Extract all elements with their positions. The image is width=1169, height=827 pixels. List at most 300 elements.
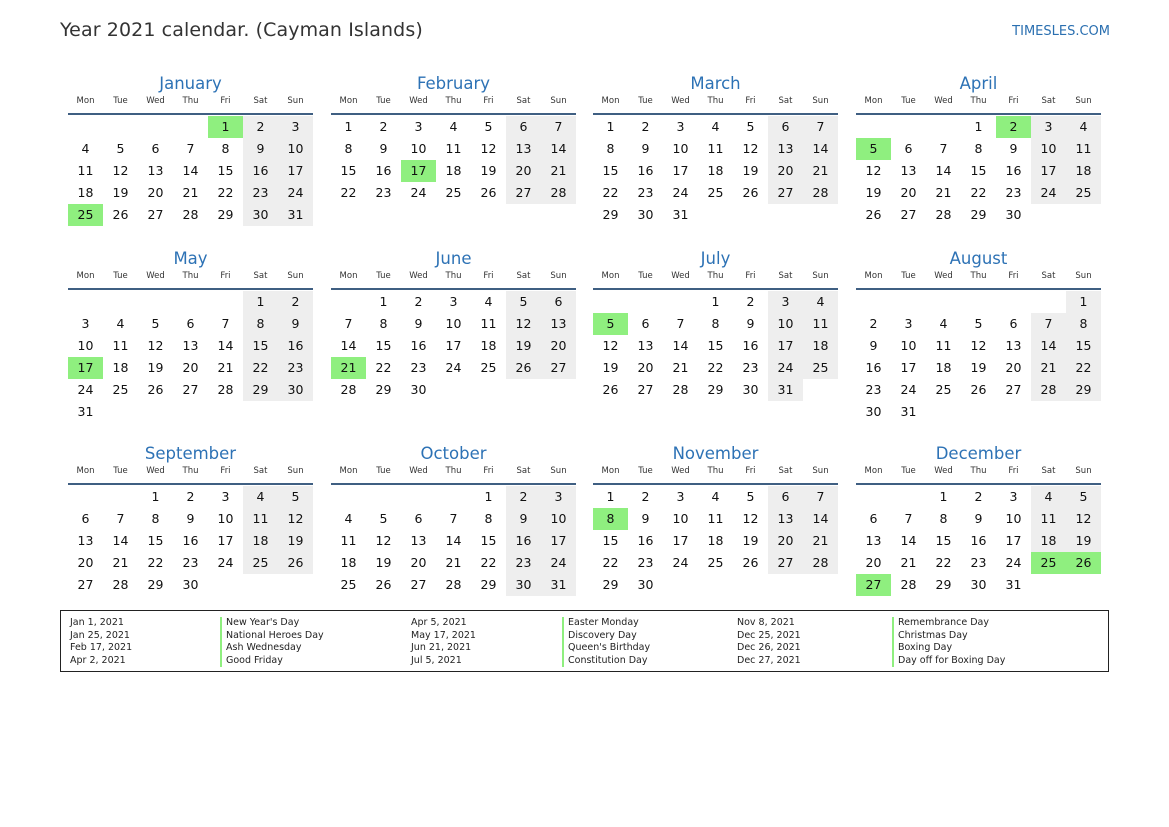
day-cell: 22 xyxy=(217,185,234,200)
weekday-label: Tue xyxy=(901,96,916,106)
week-row xyxy=(331,486,576,508)
day-cell: 28 xyxy=(935,207,952,222)
day-cell: 24 xyxy=(77,382,94,397)
day-cell: 25 xyxy=(803,357,838,379)
day-cell: 30 xyxy=(970,577,987,592)
empty-cell xyxy=(733,204,768,226)
empty-cell xyxy=(803,204,838,226)
empty-cell xyxy=(331,486,366,508)
day-cell: 17 xyxy=(768,335,803,357)
day-cell: 4 xyxy=(81,141,90,156)
day-cell: 3 xyxy=(278,116,313,138)
day-cell: 6 xyxy=(1009,316,1018,331)
day-cell: 18 xyxy=(480,338,497,353)
week-row xyxy=(856,508,1101,530)
day-cell: 18 xyxy=(935,360,952,375)
day-cell: 30 xyxy=(865,404,882,419)
month-november xyxy=(593,443,838,596)
day-cell: 29 xyxy=(375,382,392,397)
month-name: June xyxy=(435,249,472,268)
day-cell: 9 xyxy=(243,138,278,160)
holiday-name: New Year's Day xyxy=(226,617,300,628)
week-row xyxy=(68,160,313,182)
day-cell: 4 xyxy=(344,511,353,526)
day-cell: 27 xyxy=(410,577,427,592)
day-cell: 17 xyxy=(68,357,103,379)
day-cell: 14 xyxy=(935,163,952,178)
day-cell: 4 xyxy=(116,316,125,331)
day-cell: 5 xyxy=(593,313,628,335)
weekday-label: Fri xyxy=(220,271,231,281)
day-cell: 2 xyxy=(869,316,878,331)
day-cell: 5 xyxy=(484,119,493,134)
day-cell: 26 xyxy=(480,185,497,200)
header-rule xyxy=(593,483,838,485)
day-cell: 29 xyxy=(480,577,497,592)
day-cell: 8 xyxy=(1066,313,1101,335)
day-cell: 9 xyxy=(641,141,650,156)
day-cell: 21 xyxy=(803,160,838,182)
day-cell: 22 xyxy=(480,555,497,570)
month-name: July xyxy=(700,249,731,268)
empty-cell xyxy=(68,291,103,313)
day-cell: 20 xyxy=(768,530,803,552)
holiday-name: Ash Wednesday xyxy=(226,642,302,654)
weekday-label: Mon xyxy=(76,271,95,281)
day-cell: 15 xyxy=(480,533,497,548)
weekday-label: Thu xyxy=(182,466,199,476)
weekday-label: Fri xyxy=(745,466,756,476)
day-cell: 2 xyxy=(506,486,541,508)
weekday-label: Thu xyxy=(970,96,987,106)
day-cell: 22 xyxy=(147,555,164,570)
day-cell: 11 xyxy=(707,511,724,526)
day-cell: 19 xyxy=(278,530,313,552)
day-cell: 10 xyxy=(77,338,94,353)
day-cell: 19 xyxy=(112,185,129,200)
day-cell: 27 xyxy=(768,552,803,574)
empty-cell xyxy=(278,401,313,423)
weekday-label: Fri xyxy=(1008,96,1019,106)
day-cell: 22 xyxy=(602,185,619,200)
day-cell: 29 xyxy=(147,577,164,592)
day-cell: 8 xyxy=(974,141,983,156)
day-cell: 16 xyxy=(637,163,654,178)
day-cell: 19 xyxy=(1066,530,1101,552)
empty-cell xyxy=(891,116,926,138)
day-cell: 19 xyxy=(742,533,759,548)
day-cell: 18 xyxy=(445,163,462,178)
holiday-name: Good Friday xyxy=(226,654,283,666)
day-cell: 3 xyxy=(1031,116,1066,138)
empty-cell xyxy=(173,116,208,138)
holiday-date: Nov 8, 2021 xyxy=(737,617,795,628)
empty-cell xyxy=(856,486,891,508)
day-cell: 20 xyxy=(1005,360,1022,375)
day-cell: 11 xyxy=(243,508,278,530)
weekday-label: Mon xyxy=(339,271,358,281)
day-cell: 1 xyxy=(484,489,493,504)
day-cell: 28 xyxy=(672,382,689,397)
week-row xyxy=(593,486,838,508)
day-cell: 5 xyxy=(1066,486,1101,508)
day-cell: 6 xyxy=(768,486,803,508)
weekday-label: Sun xyxy=(287,466,304,476)
day-cell: 10 xyxy=(768,313,803,335)
day-cell: 23 xyxy=(182,555,199,570)
day-cell: 1 xyxy=(243,291,278,313)
week-row xyxy=(593,335,838,357)
day-cell: 10 xyxy=(541,508,576,530)
header-rule xyxy=(68,288,313,290)
empty-cell xyxy=(68,486,103,508)
week-row xyxy=(593,552,838,574)
week-row xyxy=(593,204,838,226)
day-cell: 8 xyxy=(939,511,948,526)
day-cell: 24 xyxy=(217,555,234,570)
empty-cell xyxy=(401,486,436,508)
week-row xyxy=(331,138,576,160)
week-row xyxy=(68,486,313,508)
day-cell: 22 xyxy=(243,357,278,379)
empty-cell xyxy=(436,379,471,401)
holiday-date: Dec 25, 2021 xyxy=(737,629,801,641)
week-row xyxy=(68,138,313,160)
day-cell: 19 xyxy=(480,163,497,178)
day-cell: 8 xyxy=(484,511,493,526)
day-cell: 10 xyxy=(672,141,689,156)
weekday-label: Sat xyxy=(778,466,793,476)
day-cell: 27 xyxy=(506,182,541,204)
empty-cell xyxy=(278,574,313,596)
day-cell: 26 xyxy=(506,357,541,379)
weekday-label: Tue xyxy=(901,271,916,281)
day-cell: 21 xyxy=(217,360,234,375)
holiday-name: Constitution Day xyxy=(568,654,648,666)
day-cell: 12 xyxy=(1066,508,1101,530)
weekday-label: Mon xyxy=(339,466,358,476)
empty-cell xyxy=(103,291,138,313)
day-cell: 24 xyxy=(278,182,313,204)
weekday-label: Sun xyxy=(550,271,567,281)
day-cell: 30 xyxy=(182,577,199,592)
week-row xyxy=(331,357,576,379)
day-cell: 26 xyxy=(147,382,164,397)
day-cell: 12 xyxy=(278,508,313,530)
day-cell: 10 xyxy=(217,511,234,526)
empty-cell xyxy=(961,401,996,423)
month-may xyxy=(68,248,313,423)
weekday-label: Tue xyxy=(376,96,391,106)
day-cell: 29 xyxy=(935,577,952,592)
weekday-label: Tue xyxy=(113,96,128,106)
empty-cell xyxy=(103,486,138,508)
day-cell: 16 xyxy=(410,338,427,353)
week-row xyxy=(856,486,1101,508)
holiday-name: Easter Monday xyxy=(568,617,639,628)
holiday-name: Discovery Day xyxy=(568,629,637,641)
holiday-name: Boxing Day xyxy=(898,642,953,654)
day-cell: 24 xyxy=(541,552,576,574)
day-cell: 16 xyxy=(278,335,313,357)
day-cell: 14 xyxy=(340,338,357,353)
month-august xyxy=(856,248,1101,423)
day-cell: 18 xyxy=(243,530,278,552)
day-cell: 23 xyxy=(1005,185,1022,200)
week-row xyxy=(68,335,313,357)
day-cell: 10 xyxy=(672,511,689,526)
day-cell: 23 xyxy=(410,360,427,375)
empty-cell xyxy=(768,204,803,226)
weekday-label: Wed xyxy=(934,466,953,476)
day-cell: 24 xyxy=(768,357,803,379)
holiday-date: Jan 1, 2021 xyxy=(70,617,124,628)
day-cell: 7 xyxy=(541,116,576,138)
day-cell: 15 xyxy=(217,163,234,178)
day-cell: 22 xyxy=(1066,357,1101,379)
empty-cell xyxy=(208,291,243,313)
day-cell: 6 xyxy=(81,511,90,526)
weekday-label: Tue xyxy=(638,96,653,106)
weekday-label: Wed xyxy=(934,96,953,106)
day-cell: 19 xyxy=(970,360,987,375)
day-cell: 24 xyxy=(410,185,427,200)
empty-cell xyxy=(1031,291,1066,313)
day-cell: 20 xyxy=(900,185,917,200)
empty-cell xyxy=(1066,401,1101,423)
day-cell: 27 xyxy=(900,207,917,222)
weekday-label: Thu xyxy=(445,96,462,106)
weekday-label: Fri xyxy=(745,271,756,281)
weekday-label: Sat xyxy=(778,96,793,106)
week-row xyxy=(593,357,838,379)
day-cell: 8 xyxy=(344,141,353,156)
weekday-label: Fri xyxy=(1008,271,1019,281)
day-cell: 5 xyxy=(278,486,313,508)
empty-cell xyxy=(926,401,961,423)
week-row xyxy=(856,335,1101,357)
day-cell: 9 xyxy=(1009,141,1018,156)
day-cell: 17 xyxy=(672,163,689,178)
day-cell: 9 xyxy=(506,508,541,530)
week-row xyxy=(331,335,576,357)
day-cell: 14 xyxy=(803,508,838,530)
holiday-date: Dec 26, 2021 xyxy=(737,642,801,654)
day-cell: 31 xyxy=(541,574,576,596)
day-cell: 10 xyxy=(1005,511,1022,526)
week-row xyxy=(331,379,576,401)
day-cell: 21 xyxy=(1031,357,1066,379)
weekday-label: Sat xyxy=(253,466,268,476)
weekday-header xyxy=(856,271,1101,285)
day-cell: 16 xyxy=(865,360,882,375)
day-cell: 5 xyxy=(506,291,541,313)
day-cell: 13 xyxy=(182,338,199,353)
day-cell: 11 xyxy=(803,313,838,335)
day-cell: 14 xyxy=(112,533,129,548)
empty-cell xyxy=(593,291,628,313)
weekday-label: Sun xyxy=(1075,466,1092,476)
day-cell: 23 xyxy=(375,185,392,200)
day-cell: 20 xyxy=(182,360,199,375)
weekday-label: Thu xyxy=(182,96,199,106)
empty-cell xyxy=(173,291,208,313)
day-cell: 15 xyxy=(707,338,724,353)
holiday-date: May 17, 2021 xyxy=(411,629,476,641)
day-cell: 2 xyxy=(641,119,650,134)
day-cell: 27 xyxy=(182,382,199,397)
day-cell: 2 xyxy=(243,116,278,138)
weekday-label: Sat xyxy=(516,466,531,476)
day-cell: 15 xyxy=(147,533,164,548)
day-cell: 18 xyxy=(1031,530,1066,552)
day-cell: 27 xyxy=(147,207,164,222)
day-cell: 26 xyxy=(742,185,759,200)
day-cell: 23 xyxy=(243,182,278,204)
empty-cell xyxy=(138,291,173,313)
holiday-date: Dec 27, 2021 xyxy=(737,654,801,666)
day-cell: 1 xyxy=(606,489,615,504)
day-cell: 1 xyxy=(711,294,720,309)
holiday-names-column xyxy=(220,617,324,667)
week-row xyxy=(593,530,838,552)
day-cell: 11 xyxy=(707,141,724,156)
day-cell: 7 xyxy=(676,316,685,331)
weekday-label: Tue xyxy=(376,466,391,476)
header-rule xyxy=(331,113,576,115)
weekday-label: Sun xyxy=(812,466,829,476)
day-cell: 23 xyxy=(637,555,654,570)
day-cell: 20 xyxy=(768,160,803,182)
day-cell: 19 xyxy=(865,185,882,200)
day-cell: 10 xyxy=(1031,138,1066,160)
day-cell: 13 xyxy=(1005,338,1022,353)
day-cell: 20 xyxy=(637,360,654,375)
day-cell: 26 xyxy=(278,552,313,574)
week-row xyxy=(68,552,313,574)
weekday-label: Tue xyxy=(638,271,653,281)
day-cell: 16 xyxy=(375,163,392,178)
day-cell: 4 xyxy=(1066,116,1101,138)
holiday-dates-column xyxy=(411,617,476,667)
day-cell: 16 xyxy=(637,533,654,548)
weekday-label: Wed xyxy=(146,96,165,106)
day-cell: 21 xyxy=(541,160,576,182)
day-cell: 1 xyxy=(379,294,388,309)
day-cell: 18 xyxy=(803,335,838,357)
day-cell: 14 xyxy=(182,163,199,178)
day-cell: 3 xyxy=(414,119,423,134)
empty-cell xyxy=(208,574,243,596)
week-row xyxy=(331,160,576,182)
empty-cell xyxy=(103,116,138,138)
month-december xyxy=(856,443,1101,596)
holiday-name: Remembrance Day xyxy=(898,617,989,628)
day-cell: 9 xyxy=(414,316,423,331)
empty-cell xyxy=(138,116,173,138)
week-row xyxy=(331,313,576,335)
day-cell: 24 xyxy=(1005,555,1022,570)
day-cell: 7 xyxy=(344,316,353,331)
weekday-label: Wed xyxy=(934,271,953,281)
week-row xyxy=(68,313,313,335)
month-february xyxy=(331,73,576,204)
day-cell: 7 xyxy=(449,511,458,526)
day-cell: 4 xyxy=(449,119,458,134)
day-cell: 29 xyxy=(707,382,724,397)
weekday-label: Wed xyxy=(409,271,428,281)
empty-cell xyxy=(541,379,576,401)
week-row xyxy=(593,116,838,138)
day-cell: 30 xyxy=(506,574,541,596)
empty-cell xyxy=(733,574,768,596)
day-cell: 11 xyxy=(480,316,497,331)
holiday-date: Apr 2, 2021 xyxy=(70,654,126,666)
day-cell: 5 xyxy=(151,316,160,331)
weekday-label: Fri xyxy=(483,96,494,106)
day-cell: 30 xyxy=(637,207,654,222)
month-name: April xyxy=(959,74,998,93)
weekday-label: Mon xyxy=(76,466,95,476)
weekday-label: Sat xyxy=(516,96,531,106)
empty-cell xyxy=(926,116,961,138)
day-cell: 2 xyxy=(641,489,650,504)
weekday-label: Tue xyxy=(113,466,128,476)
weekday-label: Mon xyxy=(76,96,95,106)
day-cell: 9 xyxy=(641,511,650,526)
day-cell: 25 xyxy=(1066,182,1101,204)
day-cell: 3 xyxy=(449,294,458,309)
day-cell: 22 xyxy=(340,185,357,200)
day-cell: 11 xyxy=(340,533,357,548)
day-cell: 29 xyxy=(1066,379,1101,401)
day-cell: 20 xyxy=(865,555,882,570)
day-cell: 24 xyxy=(672,555,689,570)
holiday-date: Jul 5, 2021 xyxy=(411,654,462,666)
empty-cell xyxy=(436,486,471,508)
day-cell: 4 xyxy=(243,486,278,508)
day-cell: 7 xyxy=(221,316,230,331)
day-cell: 20 xyxy=(506,160,541,182)
empty-cell xyxy=(628,291,663,313)
day-cell: 11 xyxy=(1031,508,1066,530)
week-row xyxy=(856,574,1101,596)
day-cell: 24 xyxy=(1031,182,1066,204)
day-cell: 9 xyxy=(278,313,313,335)
day-cell: 23 xyxy=(970,555,987,570)
day-cell: 15 xyxy=(1066,335,1101,357)
site-link[interactable]: TIMESLES.COM xyxy=(1012,24,1110,39)
weekday-header xyxy=(593,271,838,285)
week-row xyxy=(856,401,1101,423)
day-cell: 9 xyxy=(974,511,983,526)
day-cell: 30 xyxy=(243,204,278,226)
day-cell: 15 xyxy=(243,335,278,357)
week-row xyxy=(593,379,838,401)
day-cell: 25 xyxy=(707,555,724,570)
week-row xyxy=(331,182,576,204)
day-cell: 3 xyxy=(221,489,230,504)
weekday-label: Wed xyxy=(671,466,690,476)
day-cell: 16 xyxy=(1005,163,1022,178)
empty-cell xyxy=(803,379,838,401)
holiday-date: Jan 25, 2021 xyxy=(70,629,130,641)
day-cell: 2 xyxy=(974,489,983,504)
day-cell: 23 xyxy=(865,382,882,397)
day-cell: 3 xyxy=(676,119,685,134)
day-cell: 8 xyxy=(606,141,615,156)
day-cell: 17 xyxy=(217,533,234,548)
